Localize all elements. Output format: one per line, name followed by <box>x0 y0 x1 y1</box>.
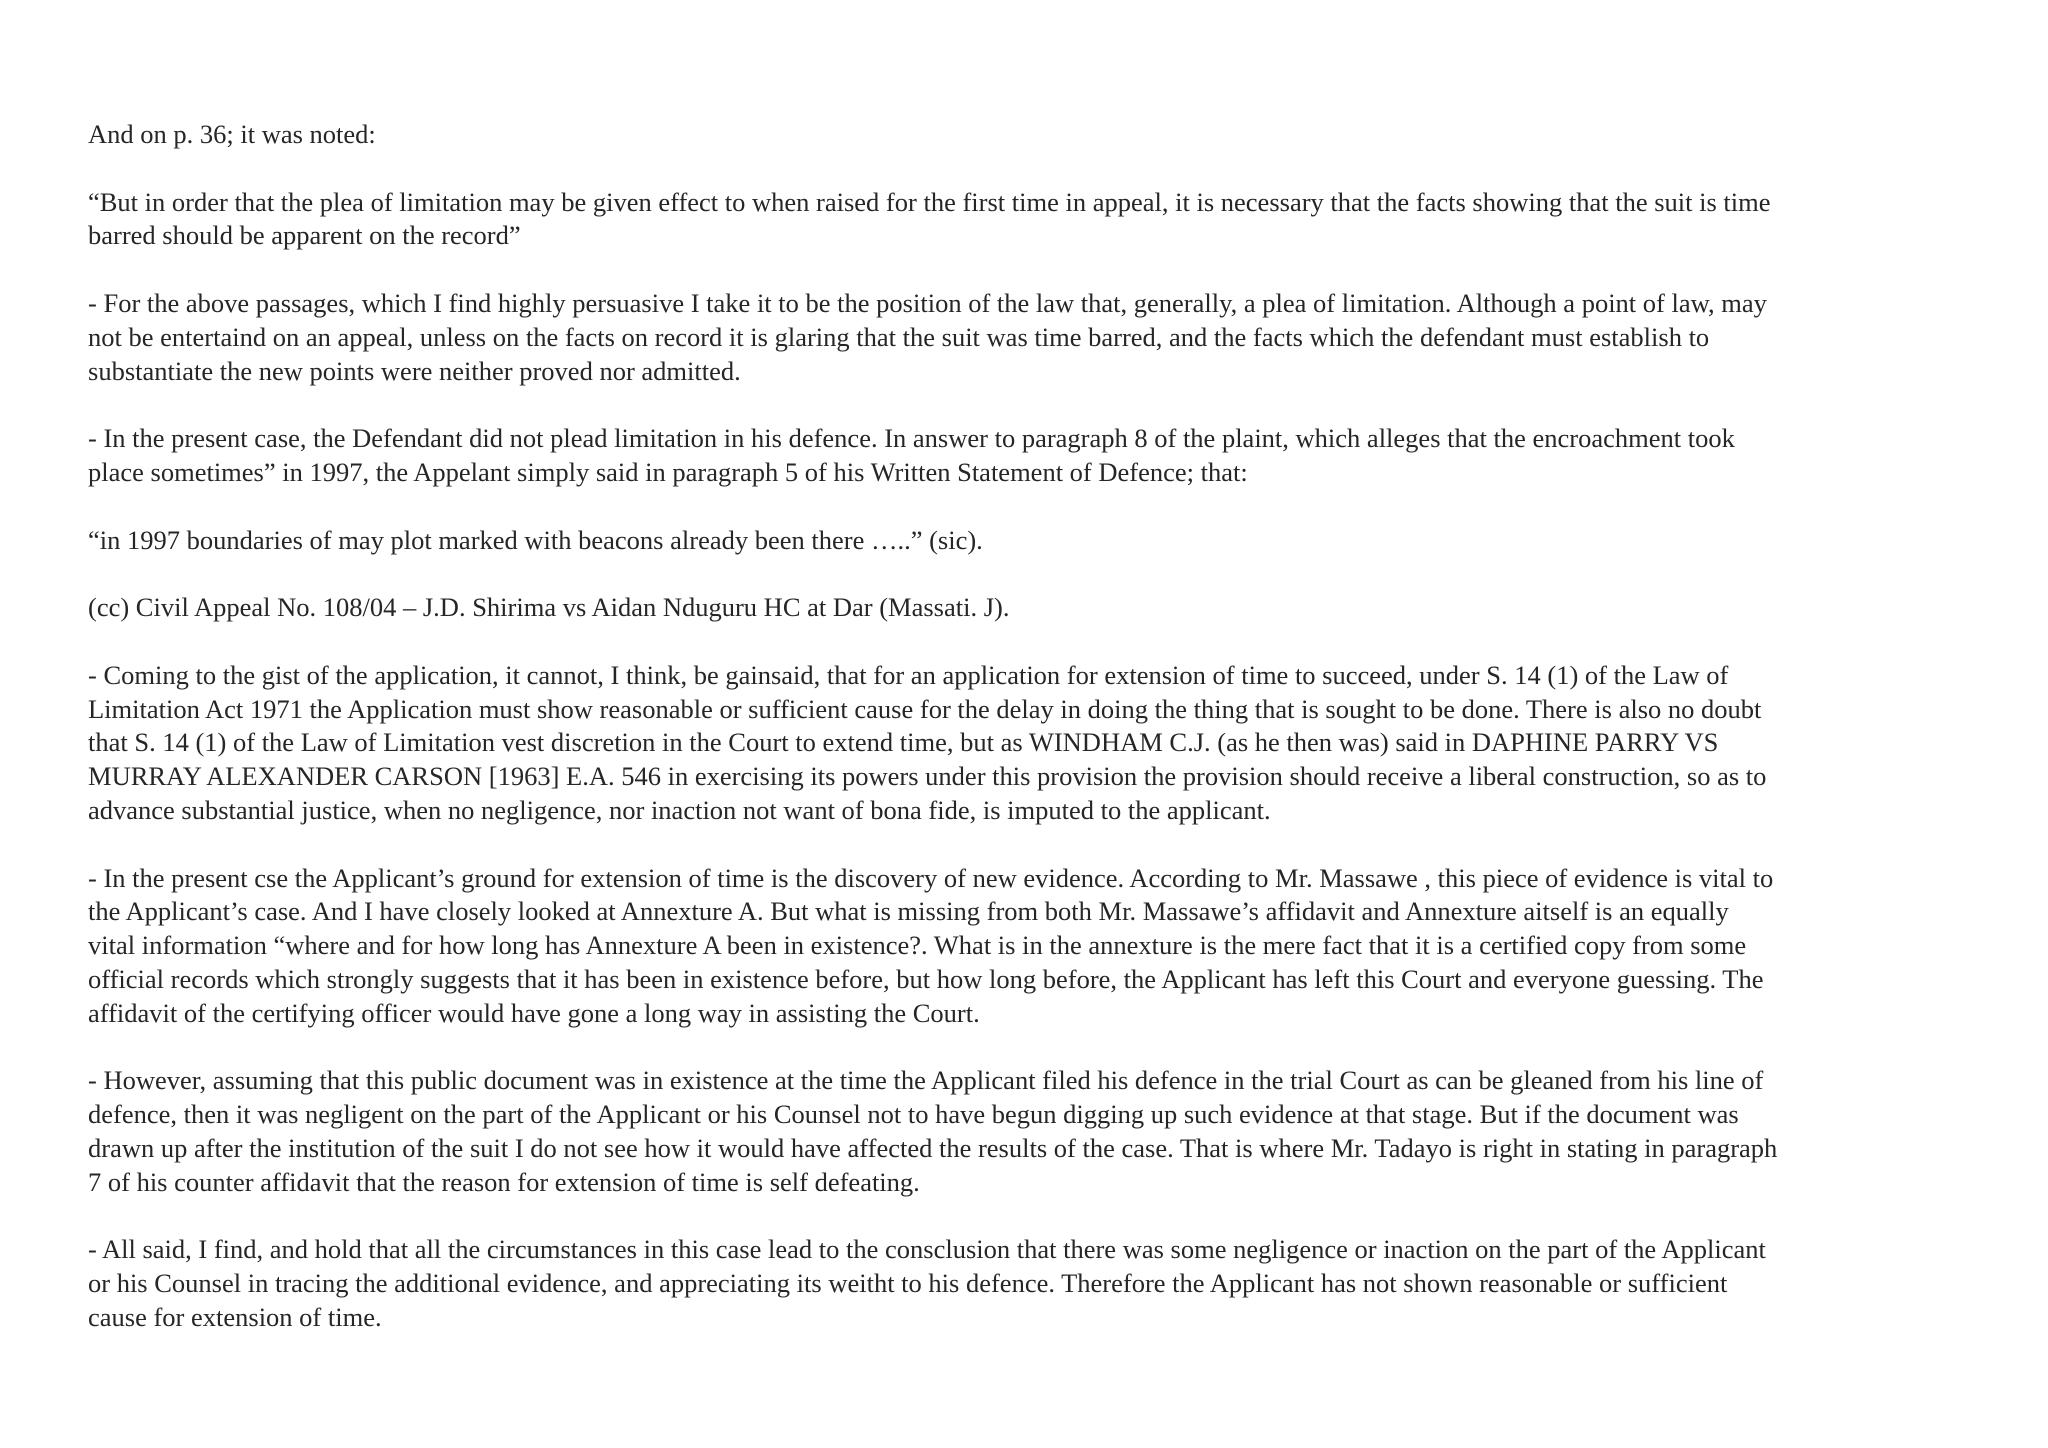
paragraph <box>88 186 1988 254</box>
text-line: - All said, I find, and hold that all the circumstances in this case lead to the consclusion that there was some negligence or inaction on the part of the Applicant <box>88 1234 1766 1265</box>
text-line: official records which strongly suggests that it has been in existence before, but how long before, the Applicant has left this Court and everyone guessing. The <box>88 963 1764 994</box>
text-line: defence, then it was negligent on the part of the Applicant or his Counsel not to have begun digging up such evidence at that stage. But if the document was <box>88 1099 1739 1130</box>
text-line: drawn up after the institution of the suit I do not see how it would have affected the results of the case. That is where Mr. Tadayo is right in stating in paragraph <box>88 1132 1778 1163</box>
text-line: “But in order that the plea of limitation may be given effect to when raised for the first time in appeal, it is necessary that the facts showing that the suit is time <box>88 186 1771 217</box>
text-line: Limitation Act 1971 the Application must show reasonable or sufficient cause for the delay in doing the thing that is sought to be done. There is also no doubt <box>88 693 1762 724</box>
text-line: - Coming to the gist of the application, it cannot, I think, be gainsaid, that for an application for extension of time to succeed, under S. 14 (1) of the Law of <box>88 659 1729 690</box>
text-line: - For the above passages, which I find highly persuasive I take it to be the position of the law that, generally, a plea of limitation. Although a point of law, may <box>88 287 1767 318</box>
text-line: “in 1997 boundaries of may plot marked with beacons already been there …..” (sic). <box>88 524 983 555</box>
paragraph <box>88 1064 1988 1199</box>
text-line: or his Counsel in tracing the additional evidence, and appreciating its weitht to his defence. Therefore the Applicant has not shown reasonable or sufficient <box>88 1268 1728 1299</box>
paragraph <box>88 862 1988 1031</box>
paragraph <box>88 118 1988 152</box>
paragraph <box>88 1233 1988 1334</box>
text-line: (cc) Civil Appeal No. 108/04 – J.D. Shirima vs Aidan Nduguru HC at Dar (Massati. J). <box>88 592 1010 623</box>
paragraph <box>88 422 1988 490</box>
paragraph <box>88 659 1988 828</box>
paragraph <box>88 524 1988 558</box>
text-line: advance substantial justice, when no negligence, nor inaction not want of bona fide, is imputed to the applicant. <box>88 794 1271 825</box>
text-line: - In the present case, the Defendant did not plead limitation in his defence. In answer to paragraph 8 of the plaint, which alleges that the encroachment took <box>88 423 1735 454</box>
text-line: 7 of his counter affidavit that the reason for extension of time is self defeating. <box>88 1166 920 1197</box>
text-line: barred should be apparent on the record” <box>88 220 521 251</box>
text-line: that S. 14 (1) of the Law of Limitation vest discretion in the Court to extend time, but as WINDHAM C.J. (as he then was) said in DAPHINE PARRY VS <box>88 727 1719 758</box>
text-line: place sometimes” in 1997, the Appelant simply said in paragraph 5 of his Written Statement of Defence; that: <box>88 456 1248 487</box>
text-line: - In the present cse the Applicant’s ground for extension of time is the discovery of new evidence. According to Mr. Massawe , this piece of evidence is vital to <box>88 862 1774 893</box>
text-line: substantiate the new points were neither proved nor admitted. <box>88 355 741 386</box>
text-line: And on p. 36; it was noted: <box>88 119 376 149</box>
paragraph <box>88 591 1988 625</box>
document-page <box>88 118 1988 1368</box>
text-line: the Applicant’s case. And I have closely looked at Annexture A. But what is missing from both Mr. Massawe’s affidavit and Annexture aitself is an equally <box>88 896 1729 927</box>
text-line: not be entertaind on an appeal, unless on the facts on record it is glaring that the suit was time barred, and the facts which the defendant must establish to <box>88 321 1710 352</box>
text-line: vital information “where and for how long has Annexture A been in existence?. What is in the annexture is the mere fact that it is a certified copy from some <box>88 930 1747 961</box>
text-line: cause for extension of time. <box>88 1301 382 1332</box>
text-line: affidavit of the certifying officer would have gone a long way in assisting the Court. <box>88 997 980 1028</box>
text-line: MURRAY ALEXANDER CARSON [1963] E.A. 546 in exercising its powers under this provision the provision should receive a liberal construction, so as to <box>88 761 1767 792</box>
paragraph <box>88 287 1988 388</box>
text-line: - However, assuming that this public document was in existence at the time the Applicant filed his defence in the trial Court as can be gleaned from his line of <box>88 1065 1764 1096</box>
